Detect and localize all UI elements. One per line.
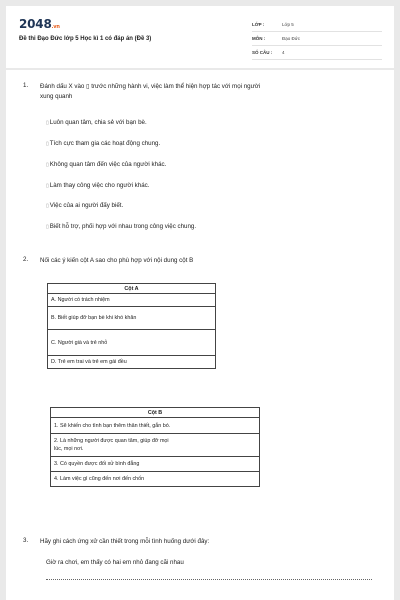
- column-a-row[interactable]: C. Người già và trẻ nhỏ: [48, 330, 216, 356]
- checkbox-icon[interactable]: ▯: [46, 141, 49, 147]
- column-a-row[interactable]: A. Người có trách nhiệm: [48, 294, 216, 307]
- column-a-table: [47, 283, 216, 369]
- logo-suffix: .vn: [51, 24, 60, 30]
- question-number: 3.: [23, 537, 29, 544]
- option-item[interactable]: [46, 140, 160, 147]
- option-label: Không quan tâm đến việc của người khác.: [49, 161, 167, 168]
- column-b-row[interactable]: [51, 434, 260, 457]
- column-b-table: [50, 407, 260, 487]
- question-text: Nối các ý kiến cột A sao cho phù hợp với nội dung cột B: [40, 257, 194, 264]
- option-label: Làm thay công việc cho người khác.: [49, 182, 150, 189]
- worksheet-page: [6, 6, 394, 600]
- meta-label: MÔN :: [252, 36, 266, 41]
- option-label: Luôn quan tâm, chia sẻ với bạn bè.: [49, 119, 147, 126]
- question-text-line: Đánh dấu X vào ▯ trước những hành vi, việc làm thể hiện hợp tác với mọi người: [40, 83, 261, 90]
- site-logo[interactable]: [19, 17, 60, 31]
- option-label: Việc của ai người đấy biết.: [49, 202, 124, 209]
- meta-value: Lớp 5: [282, 22, 294, 27]
- meta-panel: [252, 18, 382, 60]
- checkbox-icon[interactable]: ▯: [46, 162, 49, 168]
- question-number: 2.: [23, 256, 29, 263]
- column-a-title: Cột A: [48, 284, 216, 294]
- meta-value: Đạo Đức: [282, 36, 301, 41]
- column-b-row-line: 2. Là những người được quan tâm, giúp đỡ mọi: [54, 438, 169, 444]
- logo-text: 2048: [19, 17, 52, 31]
- meta-row-count: [252, 46, 382, 60]
- checkbox-icon[interactable]: ▯: [46, 203, 49, 209]
- meta-row-subject: [252, 32, 382, 46]
- option-label: Tích cực tham gia các hoạt động chung.: [49, 140, 161, 147]
- question-number: 1.: [23, 82, 29, 89]
- answer-line[interactable]: [46, 579, 372, 580]
- meta-label: SỐ CÂU :: [252, 50, 273, 55]
- meta-label: LỚP :: [252, 22, 265, 27]
- column-b-title: Cột B: [51, 408, 260, 418]
- column-a-row[interactable]: B. Biết giúp đỡ bạn bè khi khó khăn: [48, 307, 216, 330]
- column-b-row[interactable]: 3. Có quyền được đối xử bình đẳng: [51, 457, 260, 472]
- situation-text: Giờ ra chơi, em thấy có hai em nhỏ đang cãi nhau: [46, 559, 184, 566]
- question-text-line: xung quanh: [40, 93, 73, 100]
- option-item[interactable]: [46, 223, 196, 230]
- option-item[interactable]: [46, 182, 149, 189]
- option-label: Biết hỗ trợ, phối hợp với nhau trong công việc chung.: [49, 223, 197, 230]
- column-b-row[interactable]: 1. Sẽ khiến cho tình bạn thêm thân thiết, gắn bó.: [51, 418, 260, 434]
- meta-value: 4: [282, 50, 285, 55]
- column-a-row[interactable]: D. Trẻ em trai và trẻ em gái đều: [48, 356, 216, 369]
- option-item[interactable]: [46, 119, 147, 126]
- option-item[interactable]: [46, 161, 166, 168]
- checkbox-icon[interactable]: ▯: [46, 120, 49, 126]
- column-b-row[interactable]: 4. Làm việc gì cũng đến nơi đến chốn: [51, 472, 260, 487]
- document-title: Đề thi Đạo Đức lớp 5 Học kì 1 có đáp án (Đề 3): [19, 36, 152, 42]
- question-text: [40, 82, 260, 102]
- question-text: Hãy ghi cách ứng xử cần thiết trong mỗi tình huống dưới đây:: [40, 538, 210, 545]
- option-item[interactable]: [46, 202, 123, 209]
- meta-row-class: [252, 18, 382, 32]
- column-b-row-line: lúc, mọi nơi.: [54, 446, 84, 452]
- header-divider: [6, 68, 394, 70]
- checkbox-icon[interactable]: ▯: [46, 183, 49, 189]
- checkbox-icon[interactable]: ▯: [46, 224, 49, 230]
